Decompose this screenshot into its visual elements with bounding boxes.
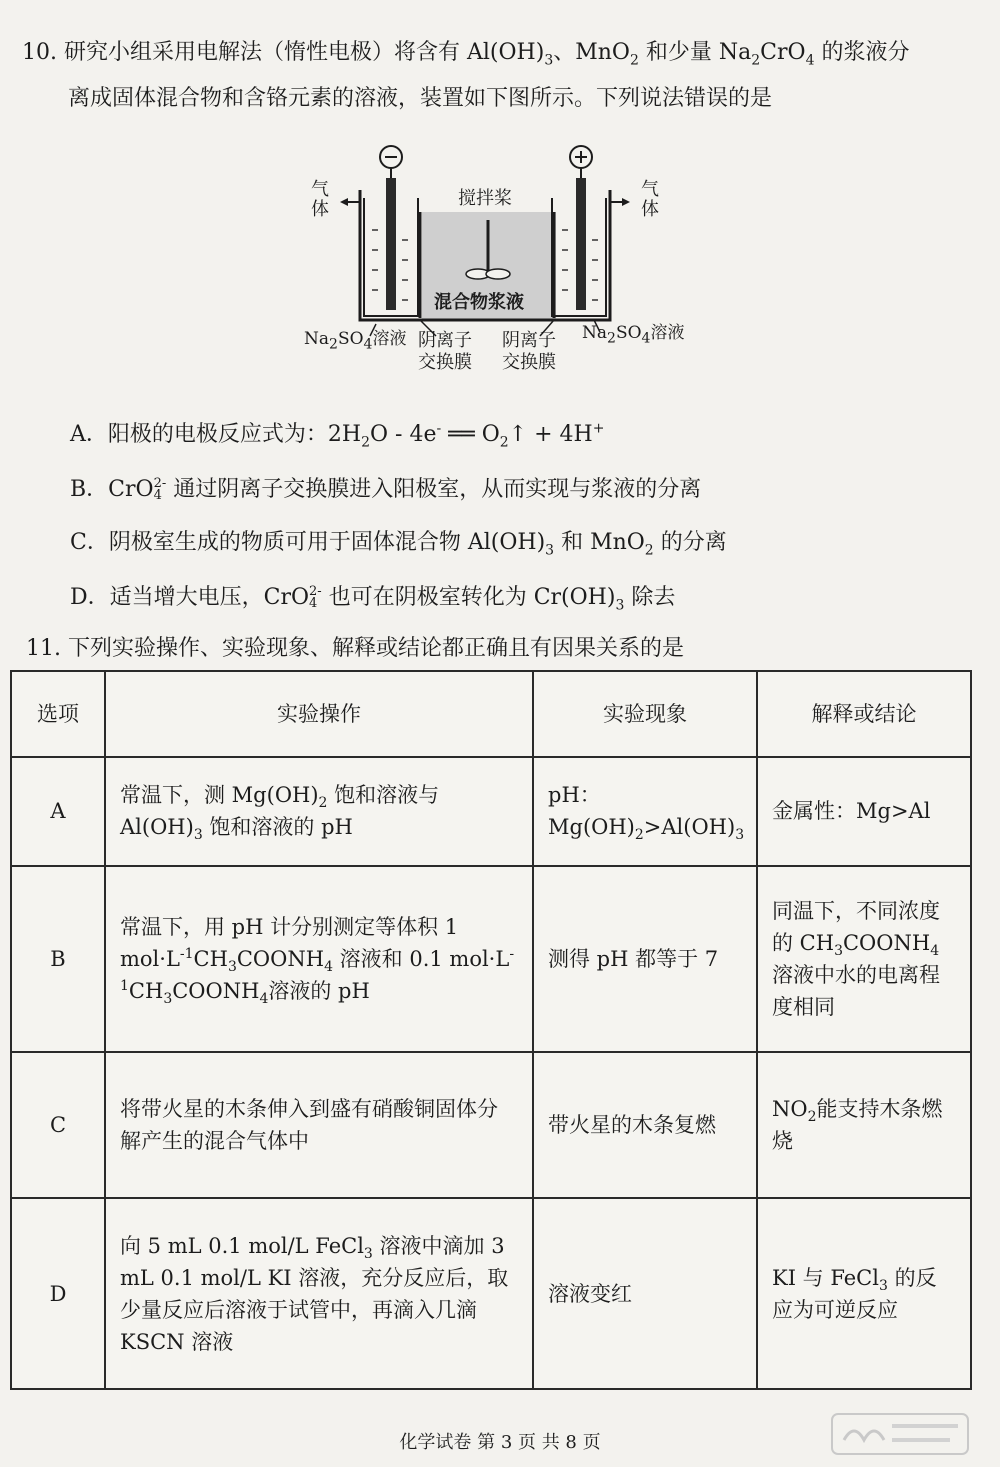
q10-option-c: C．阴极室生成的物质可用于固体混合物 $Al(OH)_3$ 和 MnO$_2$ 的分离 bbox=[70, 530, 727, 559]
header-option: 选项 bbox=[11, 671, 105, 757]
row-phenomenon: pH： $Mg(OH)_2>Al(OH)_3$ bbox=[533, 757, 757, 865]
row-label: A bbox=[11, 757, 105, 865]
table-row bbox=[11, 866, 971, 1053]
cathode-electrode bbox=[386, 178, 396, 310]
q10-stem-line2: 离成固体混合物和含铬元素的溶液，装置如下图所示。下列说法错误的是 bbox=[68, 86, 773, 111]
q10-option-a: A．阳极的电极反应式为：$2H_2O - 4e^-$ ══ $O_2↑ + 4H^+$ bbox=[70, 420, 605, 451]
header-conclusion: 解释或结论 bbox=[757, 671, 971, 757]
row-operation: 将带火星的木条伸入到盛有硝酸铜固体分解产生的混合气体中 bbox=[105, 1052, 533, 1198]
page-footer: 化学试卷 第 3 页 共 8 页 bbox=[399, 1432, 601, 1453]
table-header-row bbox=[11, 671, 971, 757]
row-label: D bbox=[11, 1198, 105, 1389]
stirrer-blade-right bbox=[486, 269, 510, 279]
na2so4-left-label: $Na_2SO_4$溶液 bbox=[304, 329, 407, 353]
row-operation: 常温下，测 $Mg(OH)_2$ 饱和溶液与 $Al(OH)_3$ 饱和溶液的 pH bbox=[105, 757, 533, 865]
anode-electrode bbox=[576, 178, 586, 310]
na2so4-right-label: $Na_2SO_4$溶液 bbox=[582, 323, 685, 347]
row-operation: 向 5 mL 0.1 mol/L FeCl$_3$ 溶液中滴加 3 mL 0.1 mol/L KI 溶液，充分反应后，取少量反应后溶液于试管中，再滴入几滴 KSCN 溶液 bbox=[105, 1198, 533, 1389]
gas-label-right: 气体 bbox=[641, 179, 659, 220]
stirrer-label: 搅拌桨 bbox=[458, 188, 512, 209]
membrane-right-label: 阴离子 交换膜 bbox=[502, 330, 556, 373]
row-conclusion: 金属性：Mg>Al bbox=[757, 757, 971, 865]
q10-stem-line1: 10. 研究小组采用电解法（惰性电极）将含有 $Al(OH)_3$、MnO$_2$ 和少量 $Na_2CrO_4$ 的浆液分 bbox=[22, 40, 910, 69]
q10-option-b: B．CrO 2- 4 通过阴离子交换膜进入阳极室，从而实现与浆液的分离 bbox=[70, 476, 702, 503]
table-row bbox=[11, 1198, 971, 1389]
q10-number: 10. bbox=[22, 40, 57, 65]
q11-table bbox=[10, 670, 972, 1390]
q11-number: 11. bbox=[26, 636, 61, 661]
electrolysis-diagram bbox=[300, 140, 700, 380]
watermark-logo-icon bbox=[830, 1410, 970, 1458]
row-phenomenon: 带火星的木条复燃 bbox=[533, 1052, 757, 1198]
table-row bbox=[11, 757, 971, 865]
q10-option-d: D．适当增大电压，CrO 2- 4 也可在阴极室转化为 $Cr(OH)_3$ 除去 bbox=[70, 584, 676, 614]
gas-label-left: 气体 bbox=[311, 179, 329, 220]
table-row bbox=[11, 1052, 971, 1198]
row-phenomenon: 溶液变红 bbox=[533, 1198, 757, 1389]
row-label: C bbox=[11, 1052, 105, 1198]
membrane-left-label: 阴离子 交换膜 bbox=[418, 330, 472, 373]
row-phenomenon: 测得 pH 都等于 7 bbox=[533, 866, 757, 1053]
row-conclusion: KI 与 FeCl$_3$ 的反应为可逆反应 bbox=[757, 1198, 971, 1389]
header-operation: 实验操作 bbox=[105, 671, 533, 757]
row-conclusion: $NO_2$能支持木条燃烧 bbox=[757, 1052, 971, 1198]
row-conclusion: 同温下，不同浓度的 $CH_3COONH_4$溶液中水的电离程度相同 bbox=[757, 866, 971, 1053]
header-phenomenon: 实验现象 bbox=[533, 671, 757, 757]
row-operation: 常温下，用 pH 计分别测定等体积 1 $mol\cdot L^{-1}CH_3COONH_4$ 溶液和 0.1 $mol\cdot L^{-1}CH_3COONH_4$溶液的 pH bbox=[105, 866, 533, 1053]
q11-stem: 11. 下列实验操作、实验现象、解释或结论都正确且有因果关系的是 bbox=[26, 636, 685, 661]
slurry-label: 混合物浆液 bbox=[434, 292, 524, 313]
row-label: B bbox=[11, 866, 105, 1053]
